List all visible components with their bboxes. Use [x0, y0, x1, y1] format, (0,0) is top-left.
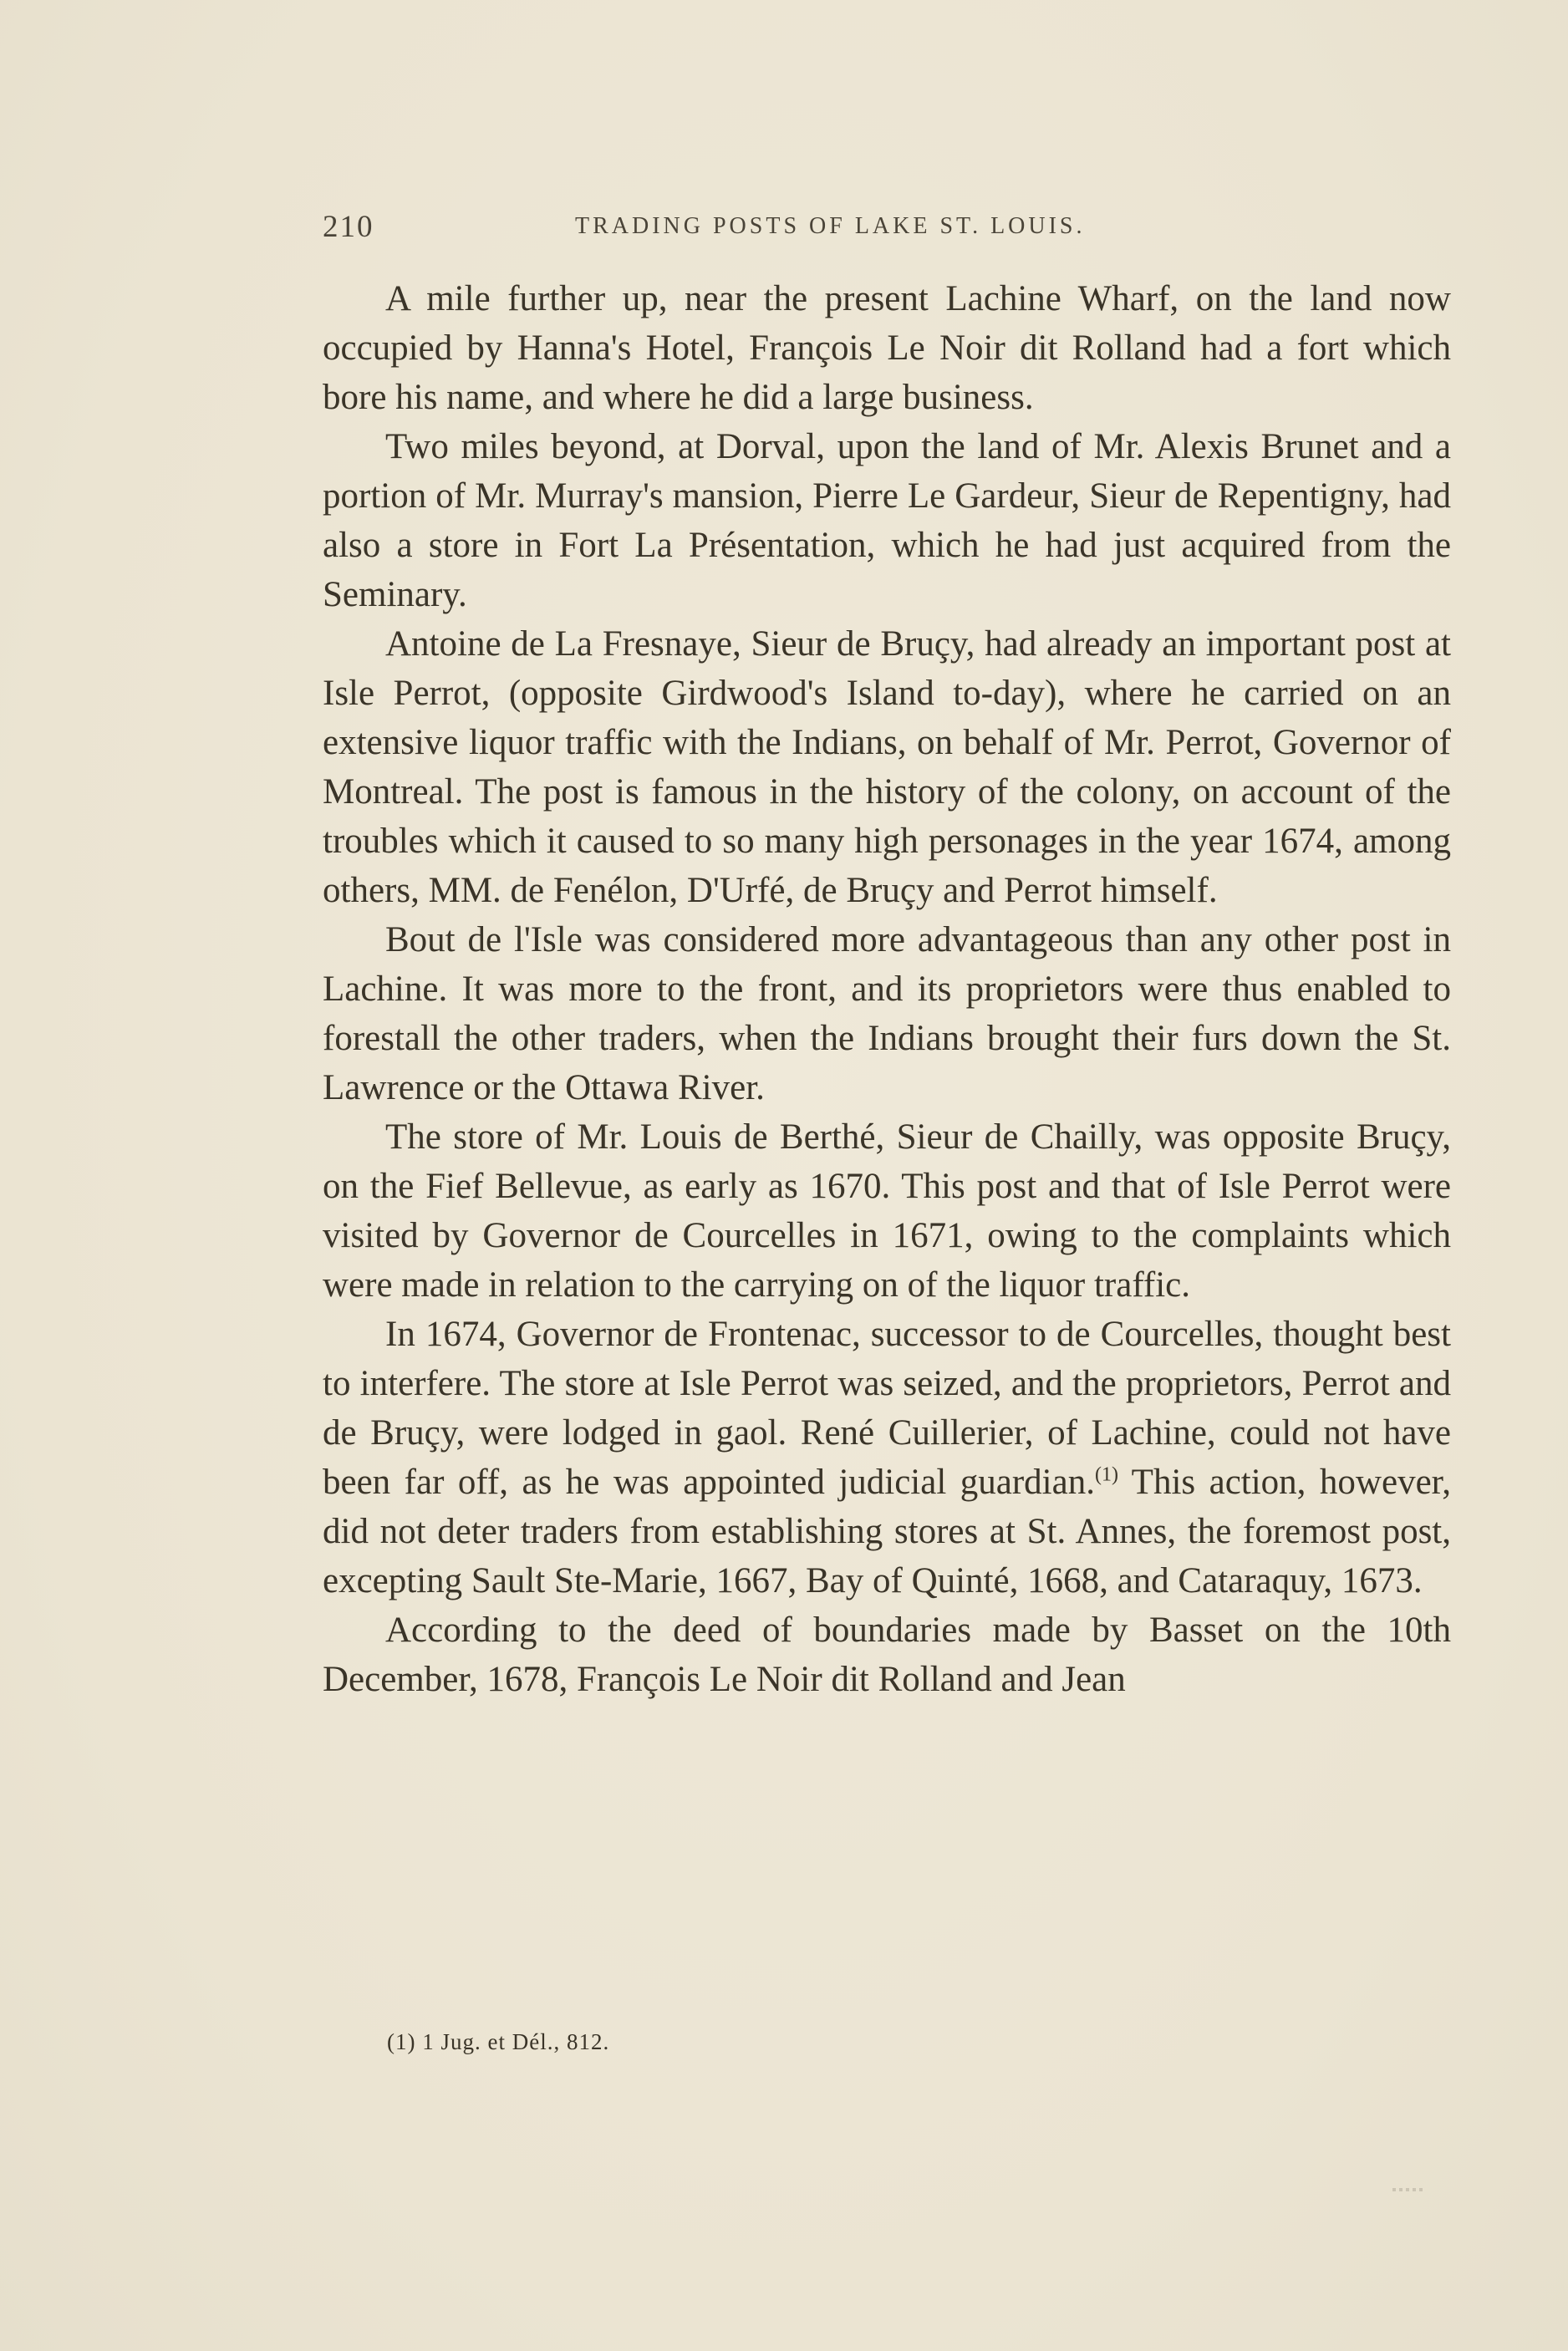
paragraph-6 [323, 1310, 1451, 1605]
footnote: (1) 1 Jug. et Dél., 812. [387, 2029, 610, 2054]
paragraph-6-text-after: This action, however, did not deter traders from establishing stores at St. Annes, the foremost post, excepting Sault Ste-Marie, 1667, Bay of Quinté, 1668, and Cataraquy, 1673. [323, 1463, 1451, 1600]
paragraph-4: Bout de l'Isle was considered more advantageous than any other post in Lachine. It was more to the front, and its proprietors were thus enabled to forestall the other traders, when the Indians brought their furs down the St. Lawrence or the Ottawa River. [323, 920, 1451, 1107]
page-number: 210 [323, 210, 374, 244]
page-header [323, 209, 1451, 247]
paragraph-6-text-before: In 1674, Governor de Frontenac, successor to de Courcelles, thought best to interfere. The store at Isle Perrot was seized, and the proprietors, Perrot and de Bruçy, were lodged in gaol. René Cuillerier, of Lachine, could not have been far off, as he was appointed judicial guardian. [323, 1315, 1451, 1502]
running-title: TRADING POSTS OF LAKE ST. LOUIS. [575, 213, 1086, 239]
body-text [323, 274, 1451, 1704]
paragraph-3: Antoine de La Fresnaye, Sieur de Bruçy, had already an important post at Isle Perrot, (opposite Girdwood's Island to-day), where he carried on an extensive liquor traffic with the Indians, on behalf of Mr. Perrot, Governor of Montreal. The post is famous in the history of the colony, on account of the troubles which it caused to so many high personages in the year 1674, among others, MM. de Fenélon, D'Urfé, de Bruçy and Perrot himself. [323, 624, 1451, 910]
footnote-reference: (1) [1094, 1463, 1118, 1486]
paragraph-1: A mile further up, near the present Lachine Wharf, on the land now occupied by Hanna's Hotel, François Le Noir dit Rolland had a fort which bore his name, and where he did a large business. [323, 279, 1451, 417]
paragraph-7: According to the deed of boundaries made by Basset on the 10th December, 1678, François Le Noir dit Rolland and Jean [323, 1611, 1451, 1699]
print-specks [1392, 2188, 1426, 2191]
paragraph-2: Two miles beyond, at Dorval, upon the land of Mr. Alexis Brunet and a portion of Mr. Murray's mansion, Pierre Le Gardeur, Sieur de Repentigny, had also a store in Fort La Présentation, which he had just acquired from the Seminary. [323, 427, 1451, 614]
paragraph-5: The store of Mr. Louis de Berthé, Sieur de Chailly, was opposite Bruçy, on the Fief Bellevue, as early as 1670. This post and that of Isle Perrot were visited by Governor de Courcelles in 1671, owing to the complaints which were made in relation to the carrying on of the liquor traffic. [323, 1117, 1451, 1305]
